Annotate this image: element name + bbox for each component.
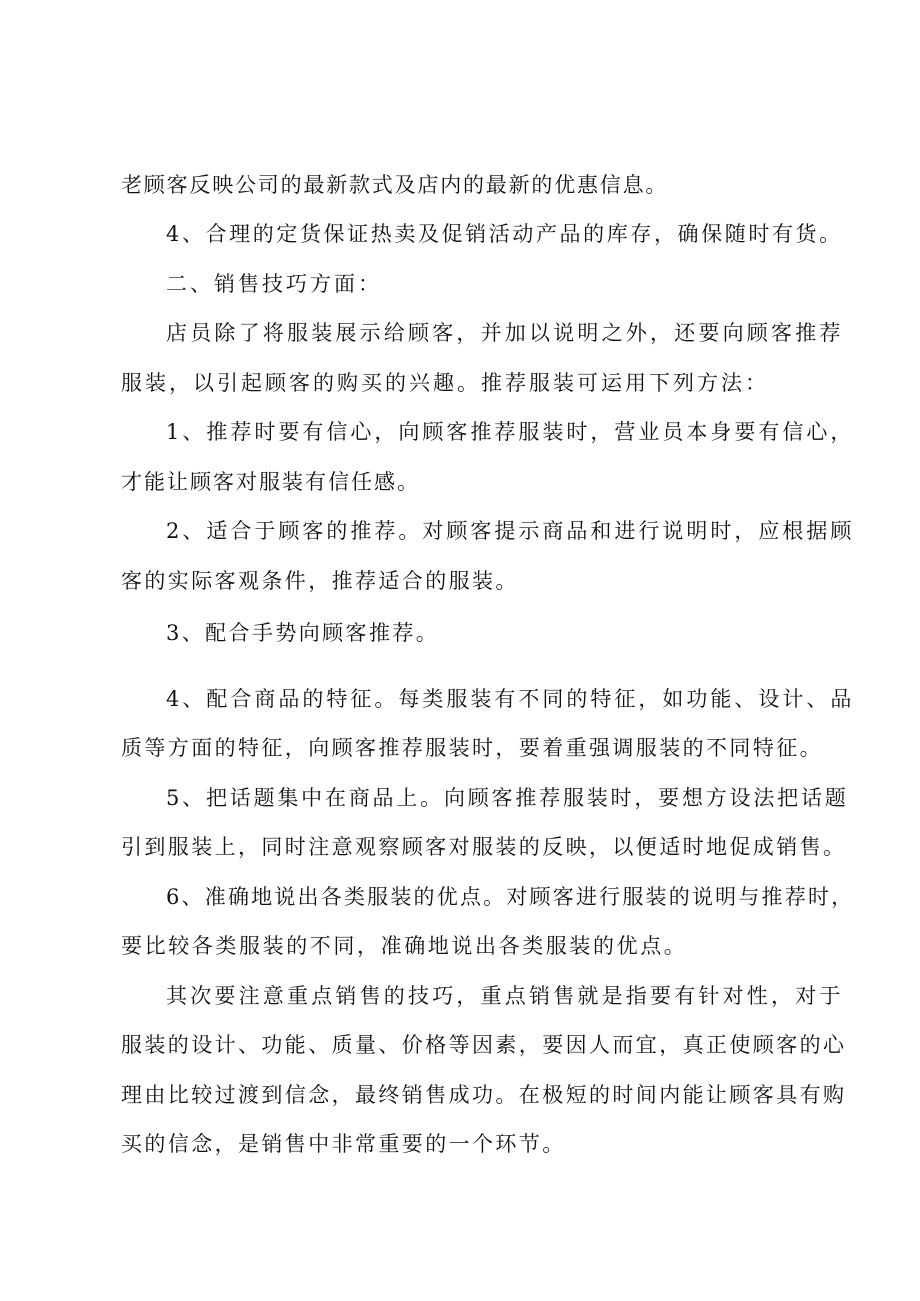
- text-line: 店员除了将服装展示给顾客，并加以说明之外，还要向顾客推荐: [166, 321, 844, 345]
- text-line: 6、准确地说出各类服装的优点。对顾客进行服装的说明与推荐时，: [166, 885, 855, 909]
- text-line: 4、配合商品的特征。每类服装有不同的特征，如功能、设计、品: [166, 687, 855, 711]
- text-line: 要比较各类服装的不同，准确地说出各类服装的优点。: [121, 934, 688, 958]
- text-line: 买的信念，是销售中非常重要的一个环节。: [121, 1132, 566, 1156]
- text-line: 老顾客反映公司的最新款式及店内的最新的优惠信息。: [121, 173, 669, 197]
- text-line: 服装，以引起顾客的购买的兴趣。推荐服装可运用下列方法：: [121, 371, 769, 395]
- text-line: 3、配合手势向顾客推荐。: [166, 621, 440, 645]
- text-line: 5、把话题集中在商品上。向顾客推荐服装时，要想方设法把话题: [166, 786, 849, 810]
- section-heading: 二、销售技巧方面：: [166, 272, 382, 296]
- text-line: 理由比较过渡到信念，最终销售成功。在极短的时间内能让顾客具有购: [121, 1083, 847, 1107]
- text-line: 引到服装上，同时注意观察顾客对服装的反映，以便适时地促成销售。: [121, 835, 847, 859]
- text-line: 2、适合于顾客的推荐。对顾客提示商品和进行说明时，应根据顾: [166, 519, 855, 543]
- text-line: 服装的设计、功能、质量、价格等因素，要因人而宜，真正使顾客的心: [121, 1033, 847, 1057]
- text-line: 客的实际客观条件，推荐适合的服装。: [121, 569, 519, 593]
- text-line: 质等方面的特征，向顾客推荐服装时，要着重强调服装的不同特征。: [121, 736, 823, 760]
- text-line: 4、合理的定货保证热卖及促销活动产品的库存，确保随时有货。: [166, 222, 843, 246]
- text-line: 1、推荐时要有信心，向顾客推荐服装时，营业员本身要有信心，: [166, 420, 855, 444]
- text-line: 才能让顾客对服装有信任感。: [121, 470, 420, 494]
- text-line: 其次要注意重点销售的技巧，重点销售就是指要有针对性，对于: [166, 984, 844, 1008]
